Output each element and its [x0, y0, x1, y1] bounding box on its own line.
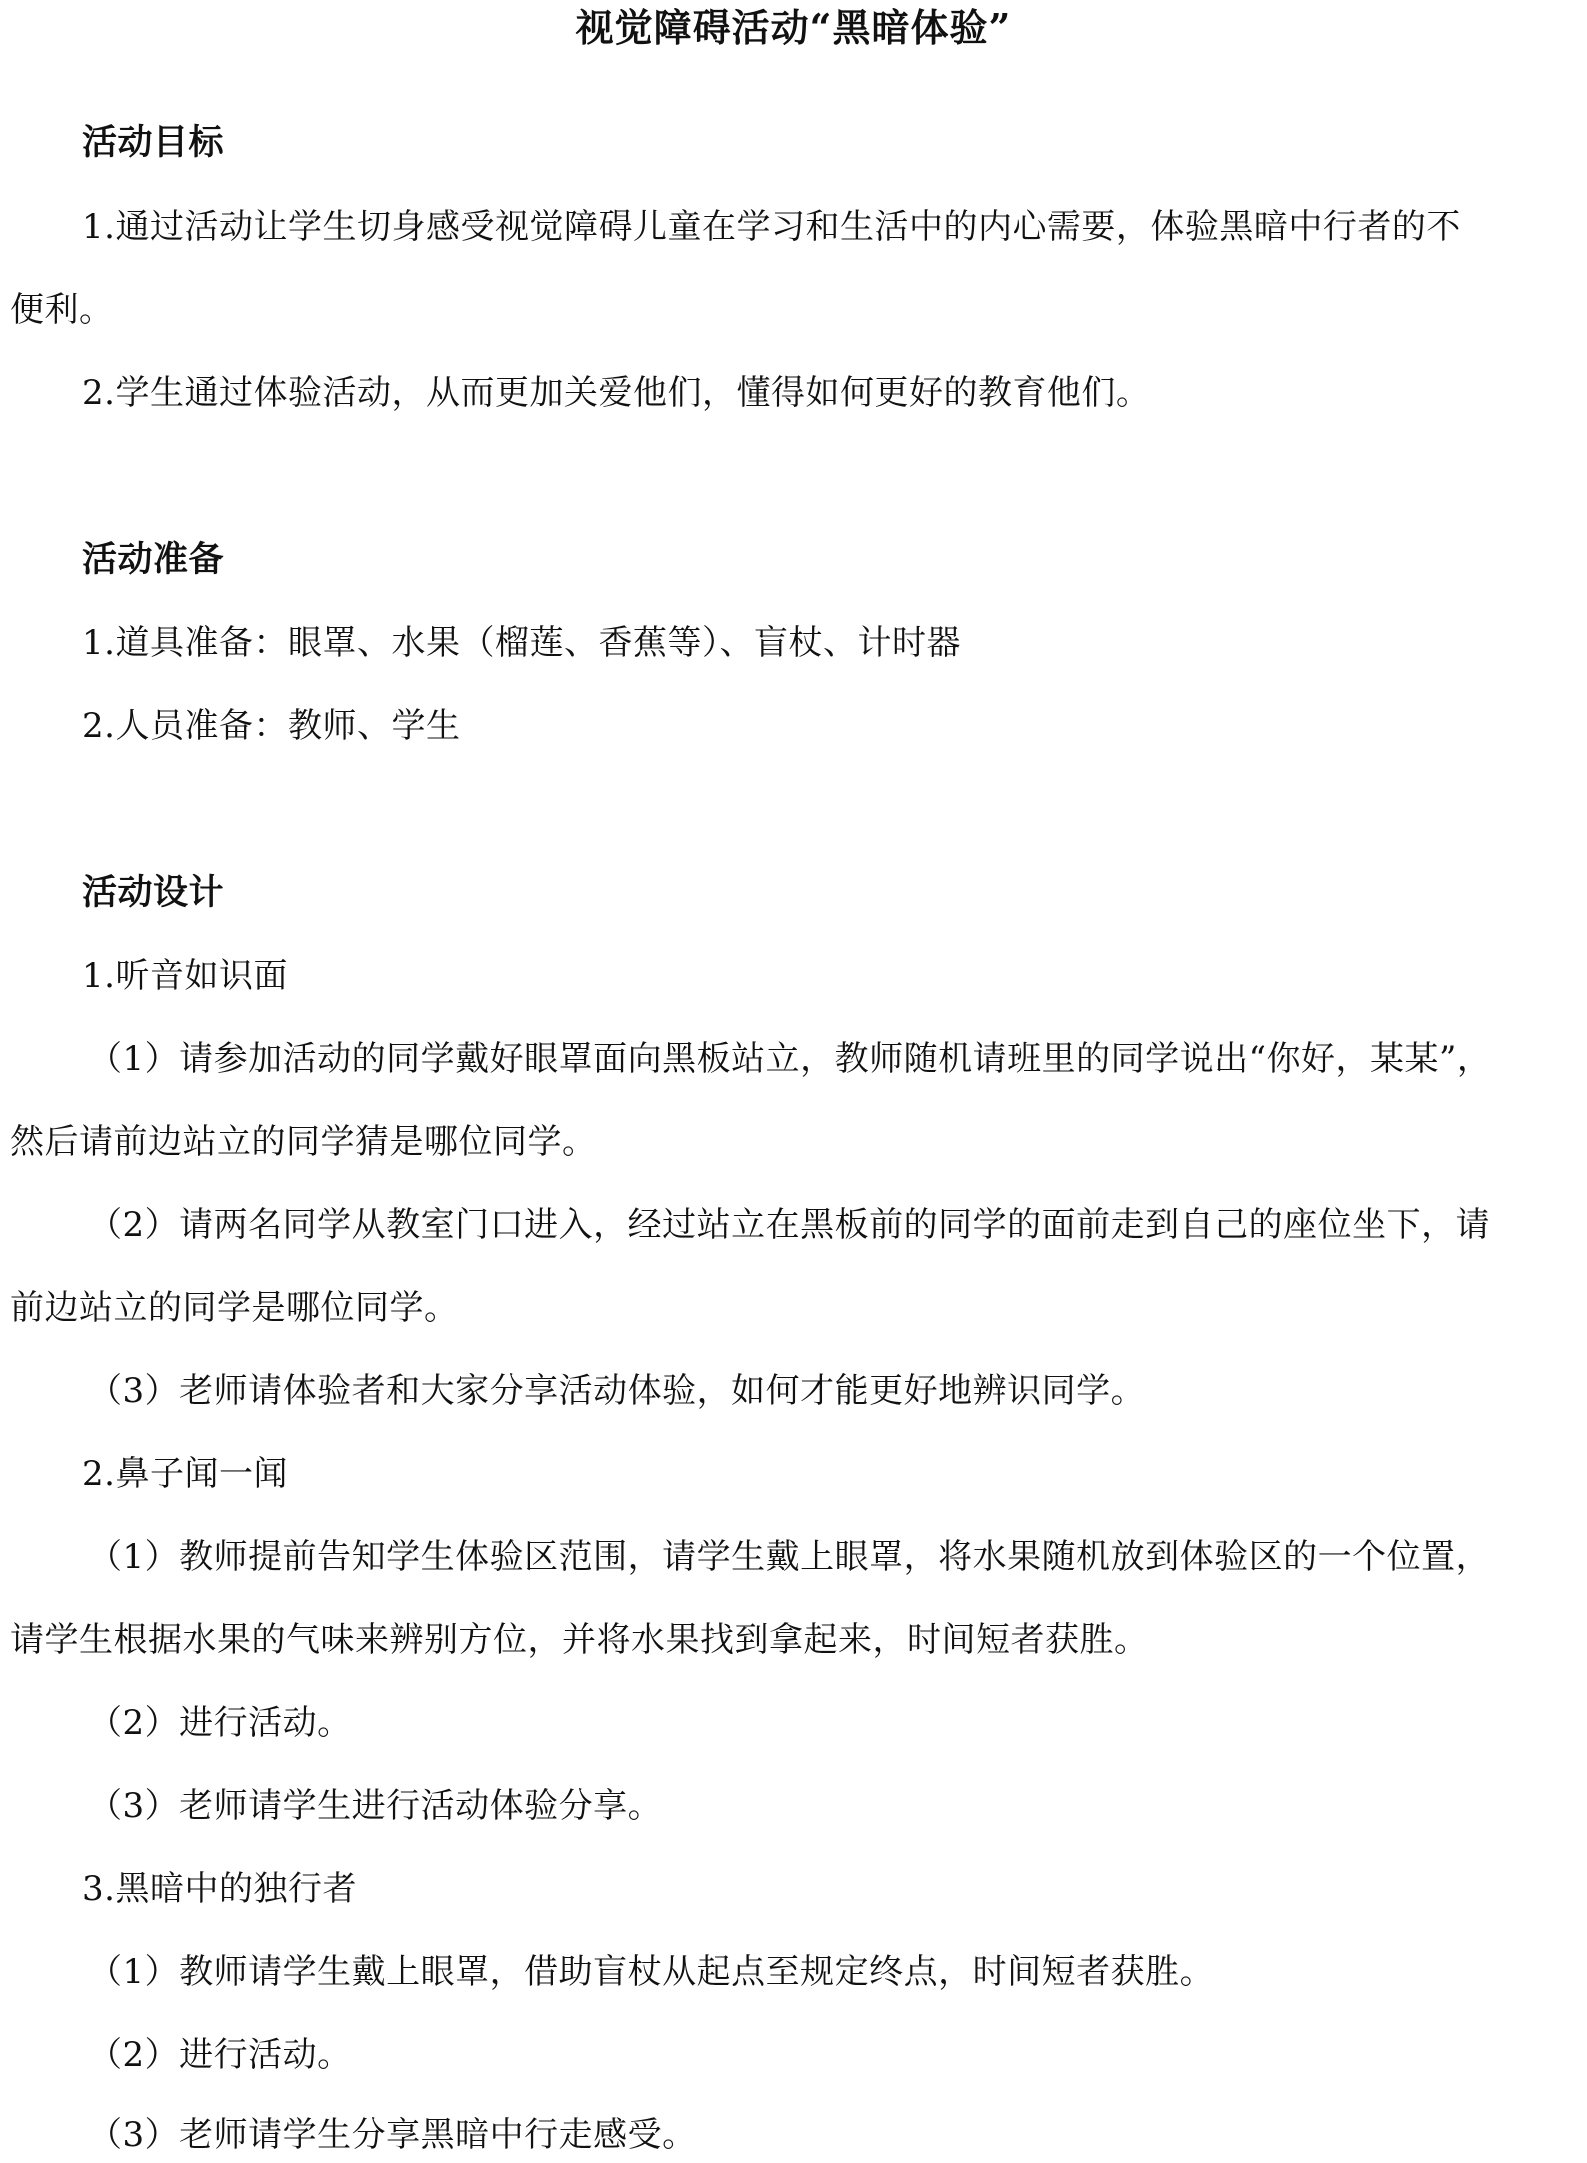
paragraph-line: 便利。	[10, 290, 114, 330]
paragraph-line: 请学生根据水果的气味来辨别方位，并将水果找到拿起来，时间短者获胜。	[10, 1620, 1149, 1660]
section-heading-goals: 活动目标	[82, 122, 225, 163]
section-heading-preparation: 活动准备	[82, 539, 225, 580]
paragraph-line: （1）请参加活动的同学戴好眼罩面向黑板站立，教师随机请班里的同学说出“你好，某某”，	[88, 1039, 1492, 1079]
document-title: 视觉障碍活动“黑暗体验”	[575, 5, 1012, 50]
paragraph-line: （2）进行活动。	[88, 2035, 352, 2075]
paragraph-line: 2.鼻子闻一闻	[82, 1454, 288, 1494]
paragraph-line: 3.黑暗中的独行者	[82, 1869, 357, 1909]
paragraph-line: （3）老师请学生进行活动体验分享。	[88, 1786, 663, 1826]
paragraph-line: （2）请两名同学从教室门口进入，经过站立在黑板前的同学的面前走到自己的座位坐下，请	[88, 1205, 1491, 1245]
paragraph-line: （3）老师请体验者和大家分享活动体验，如何才能更好地辨识同学。	[88, 1371, 1146, 1411]
paragraph-line: （2）进行活动。	[88, 1703, 352, 1743]
section-heading-design: 活动设计	[82, 872, 225, 913]
paragraph-line: 前边站立的同学是哪位同学。	[10, 1288, 459, 1328]
paragraph-line: 2.学生通过体验活动，从而更加关爱他们，懂得如何更好的教育他们。	[82, 373, 1151, 413]
paragraph-line: 1.听音如识面	[82, 956, 288, 996]
paragraph-line: 1.通过活动让学生切身感受视觉障碍儿童在学习和生活中的内心需要，体验黑暗中行者的不	[82, 207, 1461, 247]
paragraph-line: 2.人员准备：教师、学生	[82, 706, 461, 746]
paragraph-line: （1）教师请学生戴上眼罩，借助盲杖从起点至规定终点，时间短者获胜。	[88, 1952, 1215, 1992]
paragraph-line: 然后请前边站立的同学猜是哪位同学。	[10, 1122, 597, 1162]
paragraph-line: （3）老师请学生分享黑暗中行走感受。	[88, 2115, 697, 2155]
paragraph-line: （1）教师提前告知学生体验区范围，请学生戴上眼罩，将水果随机放到体验区的一个位置，	[88, 1537, 1491, 1577]
paragraph-line: 1.道具准备：眼罩、水果（榴莲、香蕉等）、盲杖、计时器	[82, 623, 961, 663]
